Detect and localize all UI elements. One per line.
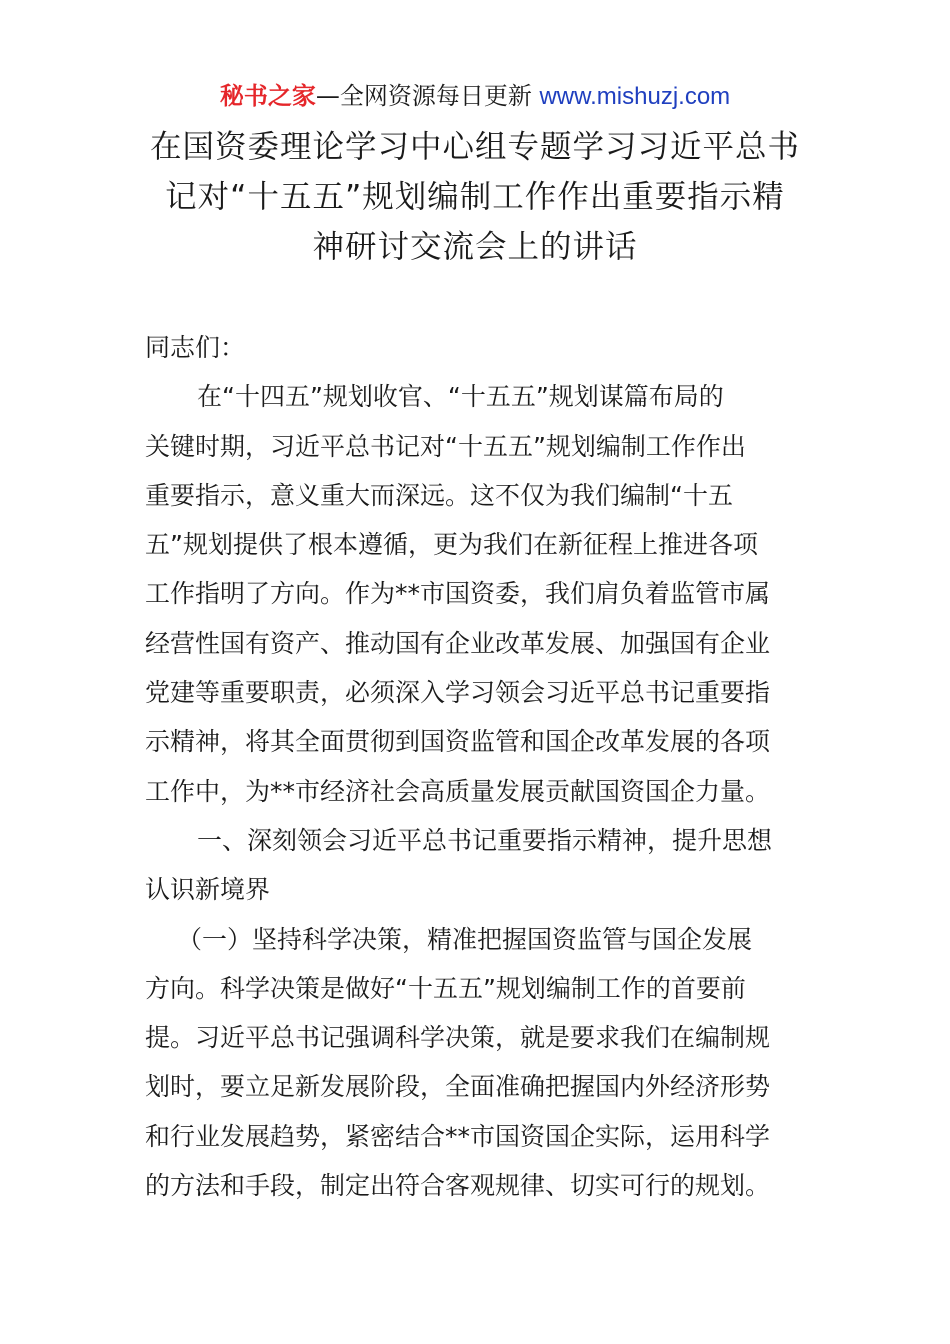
site-header [0,80,950,113]
body-line: 方向。科学决策是做好“十五五”规划编制工作的首要前 [145,973,746,1003]
body-line: 党建等重要职责，必须深入学习领会习近平总书记重要指 [145,678,771,708]
subsection-line: （一）坚持科学决策，精准把握国资监管与国企发展 [177,924,753,954]
section-heading: 一、深刻领会习近平总书记重要指示精神，提升思想 [197,825,773,855]
salutation: 同志们： [145,333,246,362]
body-line: 重要指示，意义重大而深远。这不仅为我们编制“十五 [145,480,733,510]
body-line: 的方法和手段，制定出符合客观规律、切实可行的规划。 [145,1171,771,1201]
body-line: 关键时期，习近平总书记对“十五五”规划编制工作作出 [145,431,746,461]
body-line: 在“十四五”规划收官、“十五五”规划谋篇布局的 [197,382,724,412]
site-url-link[interactable]: www.mishuzj.com [539,83,731,110]
section-heading: 认识新境界 [145,875,271,905]
body-line: 划时，要立足新发展阶段，全面准确把握国内外经济形势 [145,1072,771,1102]
body-line: 和行业发展趋势，紧密结合**市国资国企实际，运用科学 [145,1121,771,1151]
body-line: 工作中，为**市经济社会高质量发展贡献国资国企力量。 [145,776,771,806]
title-line: 在国资委理论学习中心组专题学习习近平总书 [149,129,800,165]
title-line: 记对“十五五”规划编制工作作出重要指示精 [165,179,785,215]
document-title [140,122,810,272]
site-brand: 秘书之家 [219,82,316,110]
body-line: 工作指明了方向。作为**市国资委，我们肩负着监管市属 [145,579,771,609]
body-line: 示精神，将其全面贯彻到国资监管和国企改革发展的各项 [145,727,771,757]
body-line: 经营性国有资产、推动国有企业改革发展、加强国有企业 [145,628,771,658]
site-tagline: —全网资源每日更新 [315,82,540,110]
document-body [145,323,810,1210]
body-line: 提。习近平总书记强调科学决策，就是要求我们在编制规 [145,1023,771,1053]
body-line: 五”规划提供了根本遵循，更为我们在新征程上推进各项 [145,530,758,560]
title-line: 神研讨交流会上的讲话 [312,229,638,265]
